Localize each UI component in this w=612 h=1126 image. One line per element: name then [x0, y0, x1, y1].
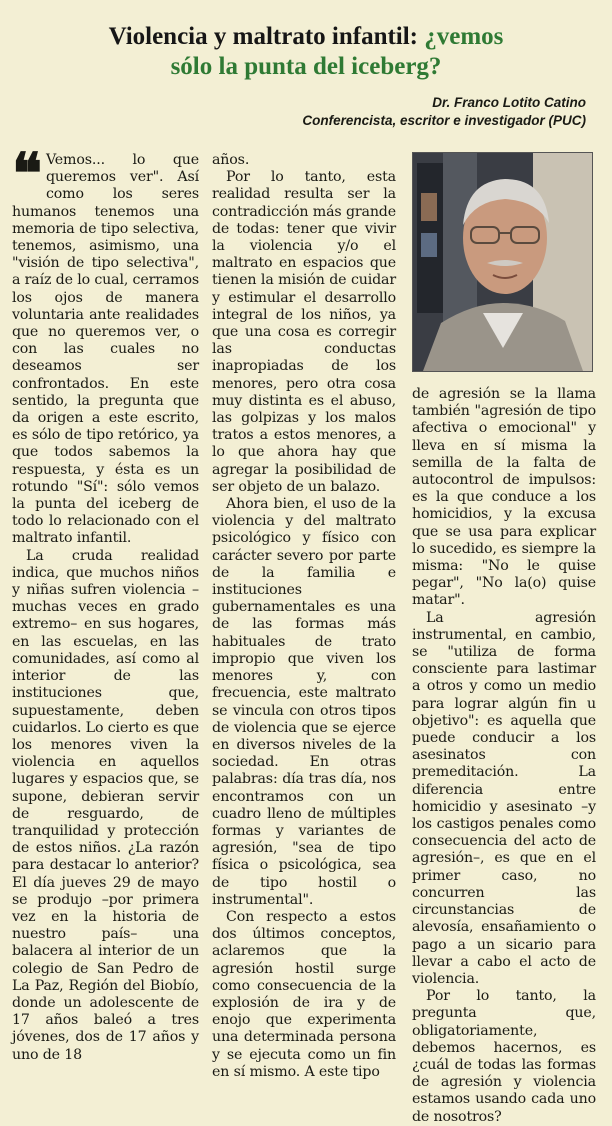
- title-line-1: Violencia y maltrato infantil:: [108, 23, 425, 50]
- opening-quote-icon: ❝: [12, 144, 42, 206]
- paragraph: Ahora bien, el uso de la violencia y del maltrato psicológico y físico con carácter severo por parte de la familia e instituciones gubernamentales es una de las formas más habituales de trato impropio que viven los menores y, con frecuencia, este maltrato se vincula con otros tipos de violencia que se ejerce en diversos niveles de la sociedad. En otras palabras: día tras día, nos encontramos con un cuadro lleno de múltiples formas y variantes de agresión, "sea de tipo física o psicológica, sea de tipo hostil o instrumental".: [212, 496, 396, 908]
- paragraph-text: Vemos... lo que queremos ver". Así como los seres humanos tenemos una memoria de tipo selectiva, tenemos, asimismo, una "visión de tipo selectiva", a raíz de lo cual, cerramos los ojos de manera voluntaria ante realidades que no queremos ver, o con las cuales no deseamos ser confrontados. En este sentido, la pregunta que da origen a este escrito, es sólo de tipo retórico, ya que todos sabemos la respuesta, y ésta es un rotundo "Sí": sólo vemos la punta del iceberg de todo lo relacionado con el maltrato infantil.: [12, 152, 199, 547]
- author-photo: [412, 152, 593, 372]
- title-line-1-green: ¿vemos: [424, 23, 504, 50]
- column-3: [412, 386, 596, 1126]
- paragraph: años.: [212, 152, 250, 168]
- article-title: [0, 22, 612, 82]
- paragraph: La cruda realidad indica, que muchos niños y niñas sufren violencia –muchas veces en grado extremo– en sus hogares, en las escuelas, en las comunidades, así como al interior de las instituciones que, supuestamente, deben cuidarlos. Lo cierto es que los menores viven la violencia en aquellos lugares y espacios que, se supone, debieran servir de resguardo, de tranquilidad y protección de estos niños. ¿La razón para destacar lo anterior? El día jueves 29 de mayo se produjo –por primera vez en la historia de nuestro país– una balacera al interior de un colegio de San Pedro de La Paz, Región del Biobío, donde un adolescente de 17 años baleó a tres jóvenes, dos de 17 años y uno de 18: [12, 547, 199, 1063]
- column-1: [12, 144, 199, 1064]
- paragraph: La agresión instrumental, en cambio, se "utiliza de forma consciente para lastimar a otros y como un medio para lograr algún fin u objetivo": es aquella que puede conducir a los asesinatos con premeditación. La diferencia entre homicidio y asesinato –y los castigos penales como consecuencia del acto de agresión–, es que en el primer caso, no concurren las circunstancias de alevosía, ensañamiento o pago a un sicario para llevar a cabo el acto de violencia.: [412, 609, 596, 987]
- author-name: Dr. Franco Lotito Catino: [432, 95, 586, 110]
- author-portrait-icon: [413, 153, 592, 371]
- paragraph: Por lo tanto, la pregunta que, obligatoriamente, debemos hacernos, es ¿cuál de todas las formas de agresión y violencia estamos usando cada uno de nosotros?: [412, 988, 596, 1125]
- paragraph: [12, 144, 199, 548]
- column-2: [212, 152, 396, 1081]
- paragraph: Por lo tanto, esta realidad resulta ser la contradicción más grande de todas: tener que vivir la violencia y/o el maltrato en espacios que tienen la misión de cuidar y estimular el desarrollo integral de los niños, ya que una cosa es corregir las conductas inapropiadas de los menores, pero otra cosa muy distinta es el abuso, las golpizas y los malos tratos a estos menores, a lo que ahora hay que agregar la posibilidad de ser objeto de un balazo.: [212, 169, 396, 495]
- byline: [302, 94, 586, 130]
- author-role: Conferencista, escritor e investigador (PUC): [302, 113, 586, 128]
- paragraph: Con respecto a estos dos últimos conceptos, aclaremos que la agresión hostil surge como consecuencia de la explosión de ira y de enojo que experimenta una determinada persona y se ejecuta como un fin en sí mismo. A este tipo: [212, 908, 396, 1080]
- title-line-2: sólo la punta del iceberg?: [170, 53, 442, 80]
- paragraph: de agresión se la llama también "agresión de tipo afectiva o emocional" y lleva en sí misma la semilla de la falta de autocontrol de impulsos: es la que conduce a los homicidios, y la excusa que se usa para explicar lo sucedido, es siempre la misma: "No le quise pegar", "No la(o) quise matar".: [412, 386, 596, 609]
